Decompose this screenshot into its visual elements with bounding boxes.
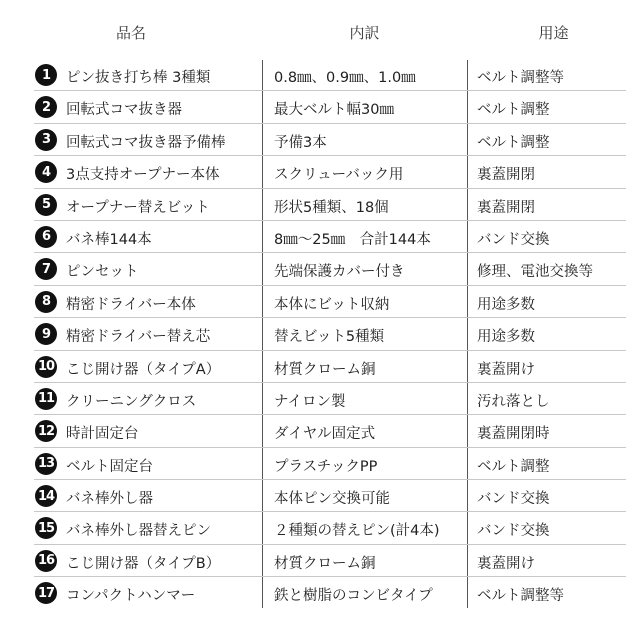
item-name: こじ開け器（タイプA） [66,361,221,378]
item-detail: 鉄と樹脂のコンビタイプ [274,588,433,605]
item-use: ベルト調整等 [477,70,564,86]
table-header [0,0,640,60]
item-use: 裏蓋開閉 [477,167,535,184]
item-name: 精密ドライバー替え芯 [66,329,211,346]
item-detail: 0.8㎜、0.9㎜、1.0㎜ [274,70,416,86]
item-use: 汚れ落とし [477,393,550,410]
item-use: ベルト調整等 [477,588,564,605]
item-use: 用途多数 [477,296,535,313]
item-number-badge: 11 [35,388,57,410]
item-detail: ２種類の替えピン(計4本) [274,523,440,540]
item-detail: 先端保護カバー付き [274,264,405,281]
item-use: ベルト調整 [477,134,550,151]
item-detail: ナイロン製 [274,393,346,410]
table-row [0,318,640,350]
table-row [0,253,640,285]
header-detail: 内訳 [349,24,380,42]
item-use: バンド交換 [477,231,550,248]
item-name: 回転式コマ抜き器 [66,102,182,119]
item-use: 用途多数 [477,329,535,346]
table-row [0,351,640,383]
item-name: ベルト固定台 [66,458,153,475]
item-use: 修理、電池交換等 [477,264,593,281]
table-row [0,59,640,91]
table-row [0,189,640,221]
item-number-badge: 14 [35,485,57,507]
item-name: オープナー替えビット [66,199,210,216]
table-body [0,59,640,610]
header-use: 用途 [538,24,569,42]
item-number-badge: 6 [35,226,57,248]
table-row [0,415,640,447]
item-use: 裏蓋開け [477,361,535,378]
item-name: 時計固定台 [66,426,139,443]
header-name: 品名 [115,24,146,42]
table-row [0,124,640,156]
item-number-badge: 10 [35,356,57,378]
table-row [0,448,640,480]
item-detail: 本体ピン交換可能 [274,491,390,508]
item-use: 裏蓋開閉時 [477,426,550,443]
item-number-badge: 13 [35,453,57,475]
item-number-badge: 16 [35,550,57,572]
item-number-badge: 9 [35,323,57,345]
item-number-badge: 8 [35,291,57,313]
item-name: コンパクトハンマー [66,588,196,605]
item-name: バネ棒外し器 [66,491,153,508]
item-name: 回転式コマ抜き器予備棒 [66,134,226,151]
item-use: 裏蓋開け [477,555,535,572]
item-name: 3点支持オープナー本体 [66,167,220,184]
item-number-badge: 3 [35,129,57,151]
item-detail: 材質クローム銅 [274,555,376,572]
table-row [0,512,640,544]
table-row [0,383,640,415]
item-number-badge: 5 [35,194,57,216]
table-row [0,286,640,318]
table-row [0,221,640,253]
item-name: バネ棒外し器替えピン [66,523,211,540]
item-detail: 本体にビット収納 [274,296,390,313]
item-use: バンド交換 [477,523,550,540]
item-use: 裏蓋開閉 [477,199,535,216]
item-number-badge: 1 [35,64,57,86]
item-detail: スクリューバック用 [274,167,404,184]
item-number-badge: 12 [35,420,57,442]
item-detail: プラスチックPP [274,458,378,475]
item-detail: 8㎜〜25㎜ 合計144本 [274,231,431,248]
table-row [0,545,640,577]
item-number-badge: 7 [35,258,57,280]
item-name: ピンセット [66,264,139,281]
item-detail: 予備3本 [274,134,327,151]
item-detail: 材質クローム銅 [274,361,376,378]
item-name: 精密ドライバー本体 [66,296,196,313]
item-detail: 最大ベルト幅30㎜ [274,102,394,119]
item-name: クリーニングクロス [66,393,197,410]
table-row [0,577,640,609]
item-use: ベルト調整 [477,458,550,475]
item-number-badge: 17 [35,582,57,604]
item-use: ベルト調整 [477,102,550,119]
item-name: バネ棒144本 [66,231,152,248]
item-detail: ダイヤル固定式 [274,426,376,443]
item-detail: 替えビット5種類 [274,329,385,346]
item-detail: 形状5種類、18個 [274,199,389,216]
item-number-badge: 4 [35,161,57,183]
table-row [0,91,640,123]
item-name: こじ開け器（タイプB） [66,555,221,572]
item-number-badge: 2 [35,96,57,118]
item-name: ピン抜き打ち棒 3種類 [66,70,211,86]
table-row [0,156,640,188]
item-number-badge: 15 [35,517,57,539]
item-use: バンド交換 [477,491,550,508]
table-row [0,480,640,512]
